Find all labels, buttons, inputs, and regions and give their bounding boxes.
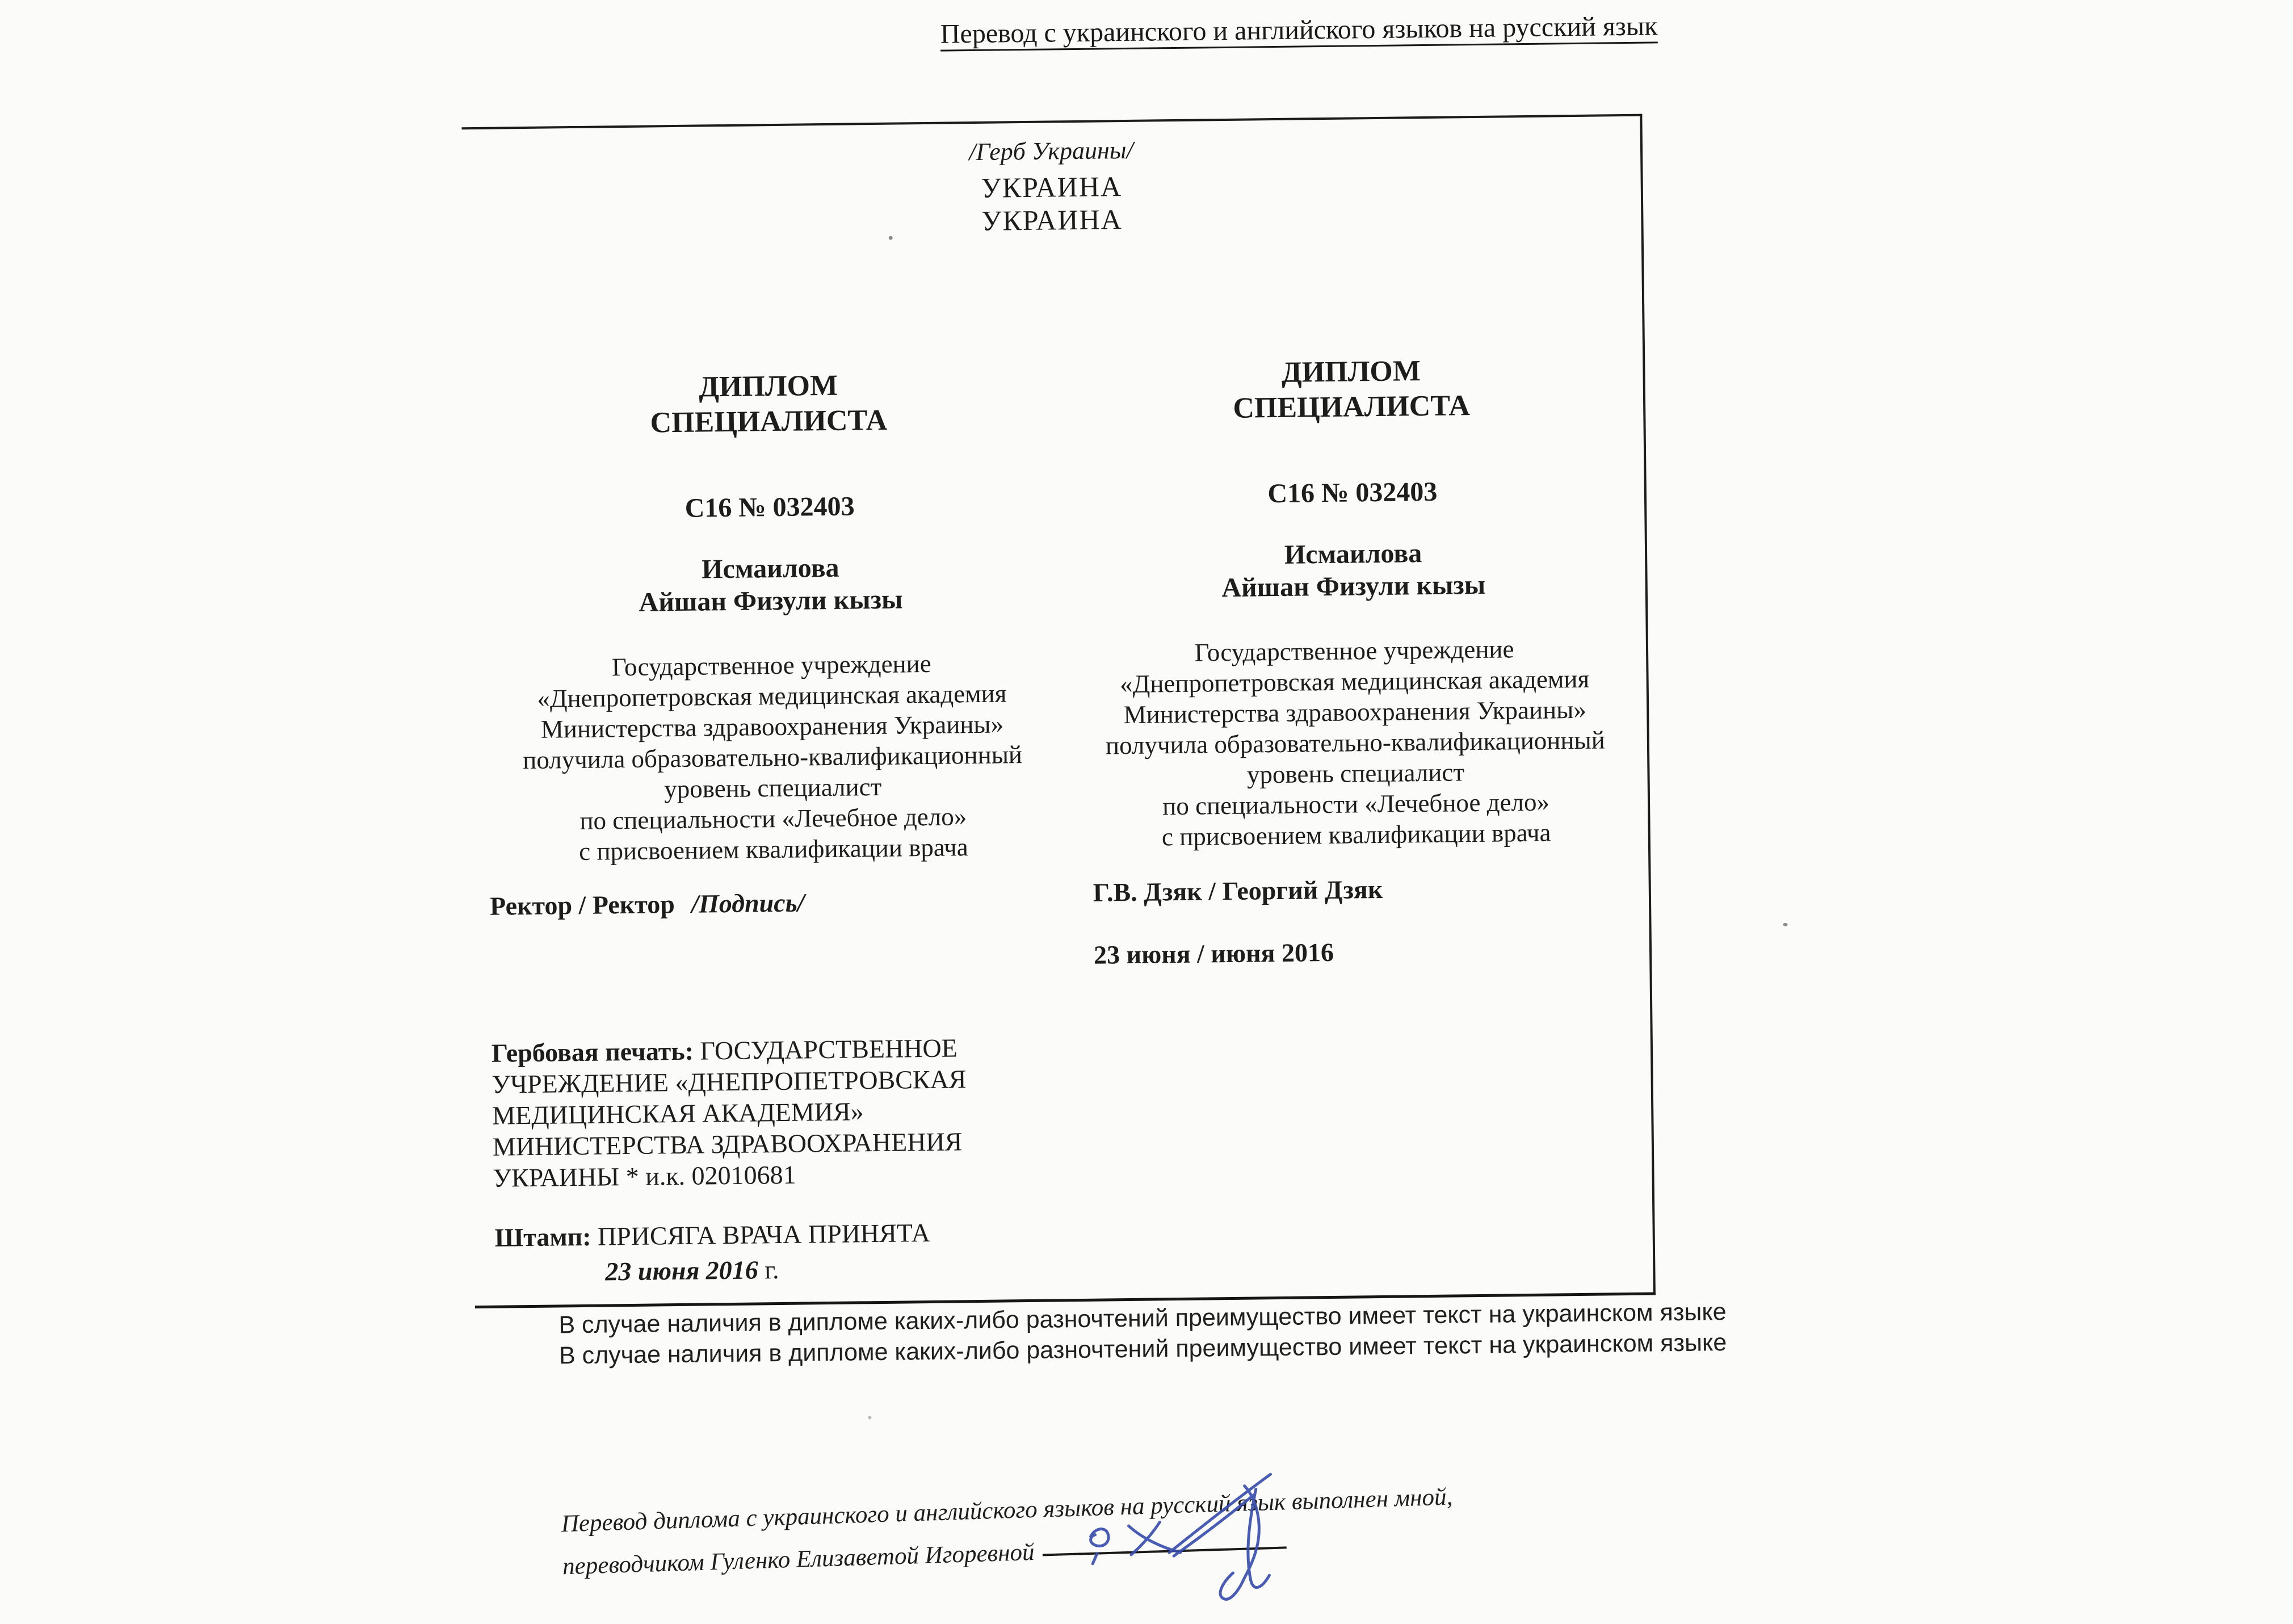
stamp-label: Штамп: bbox=[494, 1222, 591, 1252]
seal-line: МЕДИЦИНСКАЯ АКАДЕМИЯ» bbox=[492, 1097, 864, 1130]
translator-note-line2: переводчиком Гуленко Елизаветой Игоревной bbox=[562, 1538, 1035, 1580]
graduate-name bbox=[1081, 535, 1626, 606]
diploma-title-line1: ДИПЛОМ bbox=[1281, 355, 1421, 389]
country-name-line1: УКРАИНА bbox=[981, 170, 1123, 204]
diploma-column-right bbox=[1076, 116, 1629, 853]
diploma-body-line: с присвоением квалификации врача bbox=[1161, 818, 1551, 851]
signatory-name: Г.В. Дзяк / Георгий Дзяк bbox=[1093, 874, 1383, 907]
diploma-frame bbox=[461, 114, 1655, 1308]
spacer bbox=[1076, 116, 1623, 358]
diploma-body-line: Государственное учреждение bbox=[1194, 635, 1514, 667]
stamp-date-value: 23 июня 2016 bbox=[605, 1255, 759, 1286]
scan-speck bbox=[868, 1416, 871, 1419]
seal-transcription bbox=[492, 1031, 1049, 1194]
stamp-text: ПРИСЯГА ВРАЧА ПРИНЯТА bbox=[597, 1218, 931, 1251]
diploma-title-line2: СПЕЦИАЛИСТА bbox=[650, 404, 888, 439]
graduate-given-name: Айшан Физули кызы bbox=[639, 584, 903, 618]
stamp-transcription bbox=[494, 1218, 930, 1253]
seal-line: МИНИСТЕРСТВА ЗДРАВООХРАНЕНИЯ bbox=[492, 1127, 963, 1161]
diploma-body-line: получила образовательно-квалификационный bbox=[1105, 725, 1606, 760]
diploma-body-line: Министерства здравоохранения Украины» bbox=[540, 710, 1004, 744]
diploma-title bbox=[1078, 351, 1624, 428]
diploma-body-line: «Днепропетровская медицинская академия bbox=[537, 679, 1007, 713]
diploma-body-line: по специальности «Лечебное дело» bbox=[579, 802, 967, 835]
diploma-body-line: с присвоением квалификации врача bbox=[578, 833, 968, 866]
seal-label: Гербовая печать: bbox=[491, 1036, 694, 1068]
diploma-body-line: Министерства здравоохранения Украины» bbox=[1123, 695, 1587, 729]
diploma-body-line: по специальности «Лечебное дело» bbox=[1162, 787, 1550, 821]
diploma-number: С16 № 032403 bbox=[684, 491, 855, 523]
diploma-body-line: «Днепропетровская медицинская академия bbox=[1119, 664, 1590, 699]
rector-title: Ректор / Ректор bbox=[489, 889, 675, 921]
scan-speck bbox=[889, 236, 893, 240]
diploma-body-line: уровень специалист bbox=[1246, 758, 1465, 789]
diploma-body-line: Государственное учреждение bbox=[611, 649, 931, 682]
spacer bbox=[493, 123, 1040, 372]
translation-direction-note: Перевод с украинского и английского языков на русский язык bbox=[940, 11, 1658, 49]
language-precedence-disclaimer-line1: В случае наличия в дипломе каких-либо разночтений преимущество имеет текст на украинском языке bbox=[558, 1298, 1727, 1339]
seal-text: ГОСУДАРСТВЕННОЕ bbox=[700, 1033, 958, 1065]
graduate-given-name: Айшан Физули кызы bbox=[1221, 569, 1486, 603]
diploma-column-left bbox=[493, 123, 1046, 868]
diploma-body-text bbox=[1082, 632, 1629, 853]
graduate-name bbox=[498, 549, 1043, 620]
country-name-line2: УКРАИНА bbox=[981, 203, 1123, 237]
seal-line: УЧРЕЖДЕНИЕ «ДНЕПРОПЕТРОВСКАЯ bbox=[492, 1064, 967, 1099]
rector-signature-line bbox=[490, 887, 805, 921]
graduate-surname: Исмаилова bbox=[1284, 538, 1422, 570]
signature-placeholder-note: /Подпись/ bbox=[691, 888, 805, 918]
diploma-body-text bbox=[499, 647, 1046, 868]
diploma-body-line: уровень специалист bbox=[663, 772, 882, 804]
diploma-body-line: получила образовательно-квалификационный bbox=[522, 740, 1023, 775]
stamp-date-suffix: г. bbox=[758, 1255, 779, 1285]
translator-note-line1: Перевод диплома с украинского и английского языков на русский язык выполнен мной, bbox=[561, 1483, 1453, 1538]
language-precedence-disclaimer-line2: В случае наличия в дипломе каких-либо разночтений преимущество имеет текст на украинском языке bbox=[558, 1329, 1727, 1370]
diploma-number: С16 № 032403 bbox=[1267, 476, 1438, 509]
diploma-title bbox=[495, 366, 1041, 443]
coat-of-arms-note: /Герб Украины/ bbox=[968, 136, 1134, 166]
issue-date: 23 июня / июня 2016 bbox=[1093, 937, 1334, 970]
diploma-title-line1: ДИПЛОМ bbox=[698, 369, 838, 404]
scan-speck bbox=[1783, 923, 1788, 926]
seal-line: УКРАИНЫ * и.к. 02010681 bbox=[493, 1160, 796, 1193]
stamp-date bbox=[605, 1254, 779, 1286]
handwritten-signature bbox=[1073, 1464, 1341, 1615]
diploma-title-line2: СПЕЦИАЛИСТА bbox=[1233, 389, 1471, 425]
graduate-surname: Исмаилова bbox=[701, 552, 839, 585]
signature-strokes bbox=[1090, 1474, 1272, 1601]
